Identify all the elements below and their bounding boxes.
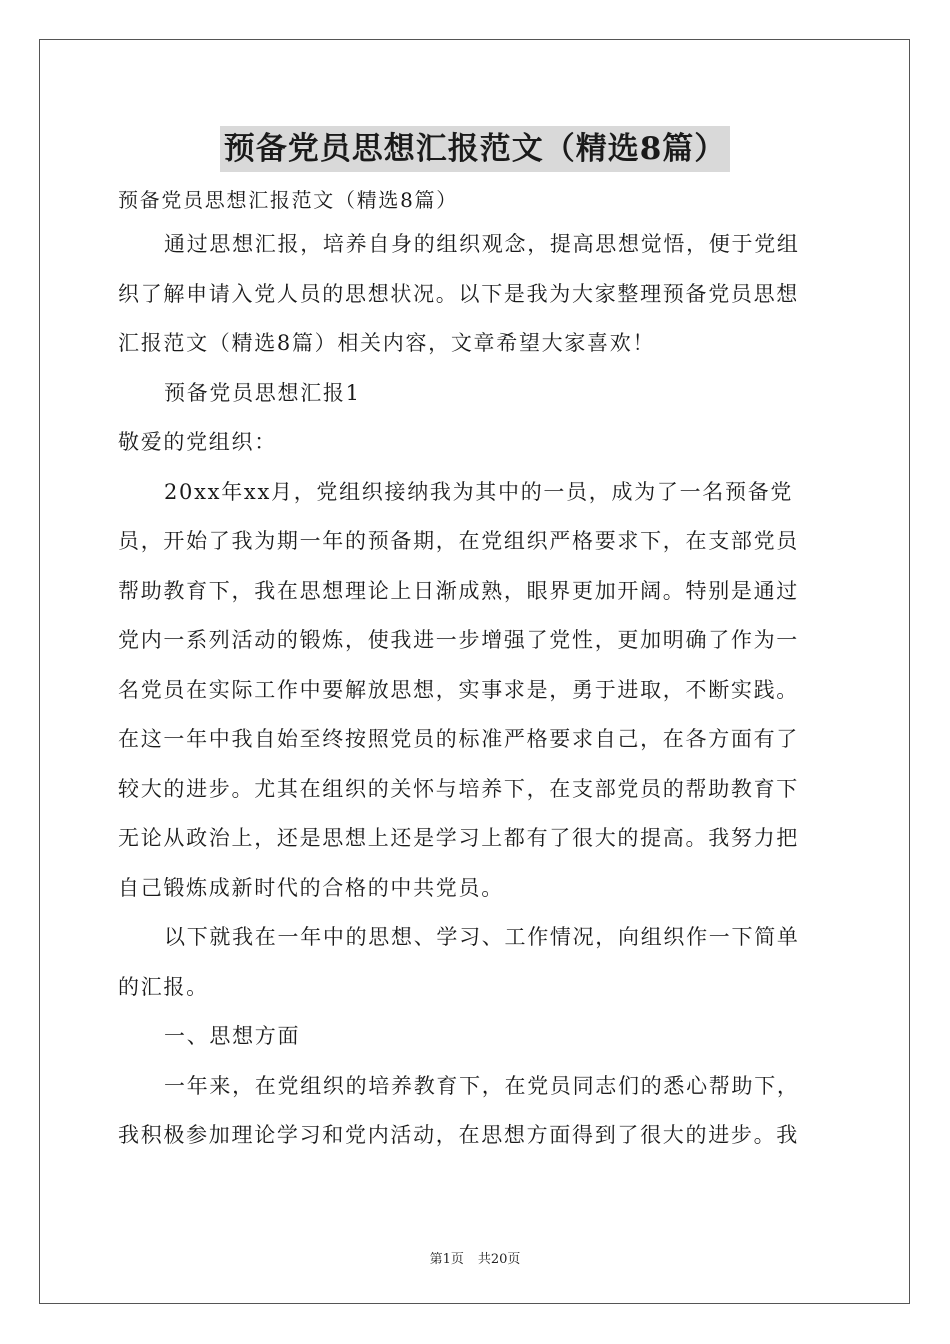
section-heading: 预备党员思想汇报1 <box>164 380 361 405</box>
page-total: 共20页 <box>477 1252 521 1267</box>
paragraph-line: 员，开始了我为期一年的预备期，在党组织严格要求下，在支部党员 <box>118 529 799 553</box>
document-title: 预备党员思想汇报范文（精选8篇） <box>220 126 731 172</box>
salutation: 敬爱的党组织： <box>118 430 277 454</box>
document-body <box>118 180 834 1161</box>
paragraph-line: 无论从政治上，还是思想上还是学习上都有了很大的提高。我努力把 <box>118 826 799 850</box>
subtitle-line: 预备党员思想汇报范文（精选8篇） <box>118 188 458 212</box>
paragraph-line: 帮助教育下，我在思想理论上日渐成熟，眼界更加开阔。特别是通过 <box>118 578 799 603</box>
paragraph-line: 20xx年xx月，党组织接纳我为其中的一员，成为了一名预备党 <box>164 479 794 504</box>
paragraph-line: 以下就我在一年中的思想、学习、工作情况，向组织作一下简单 <box>164 925 800 949</box>
paragraph-line: 在这一年中我自始至终按照党员的标准严格要求自己，在各方面有了 <box>118 727 799 751</box>
page-number: 第1页 <box>429 1252 464 1267</box>
paragraph-line: 名党员在实际工作中要解放思想，实事求是，勇于进取，不断实践。 <box>118 677 799 702</box>
paragraph-line: 通过思想汇报，培养自身的组织观念，提高思想觉悟，便于党组 <box>164 232 800 256</box>
title-container <box>0 126 950 172</box>
paragraph-line: 一年来，在党组织的培养教育下，在党员同志们的悉心帮助下， <box>164 1073 800 1098</box>
paragraph-line: 的汇报。 <box>118 974 209 999</box>
paragraph-line: 较大的进步。尤其在组织的关怀与培养下，在支部党员的帮助教育下 <box>118 776 799 801</box>
paragraph-line: 织了解申请入党人员的思想状况。以下是我为大家整理预备党员思想 <box>118 281 799 306</box>
section-heading: 一、思想方面 <box>164 1024 301 1048</box>
page-footer <box>0 1248 950 1267</box>
paragraph-line: 党内一系列活动的锻炼，使我进一步增强了党性，更加明确了作为一 <box>118 628 799 652</box>
paragraph-line: 汇报范文（精选8篇）相关内容，文章希望大家喜欢！ <box>118 331 656 355</box>
paragraph-line: 我积极参加理论学习和党内活动，在思想方面得到了很大的进步。我 <box>118 1123 799 1147</box>
paragraph-line: 自己锻炼成新时代的合格的中共党员。 <box>118 875 504 900</box>
